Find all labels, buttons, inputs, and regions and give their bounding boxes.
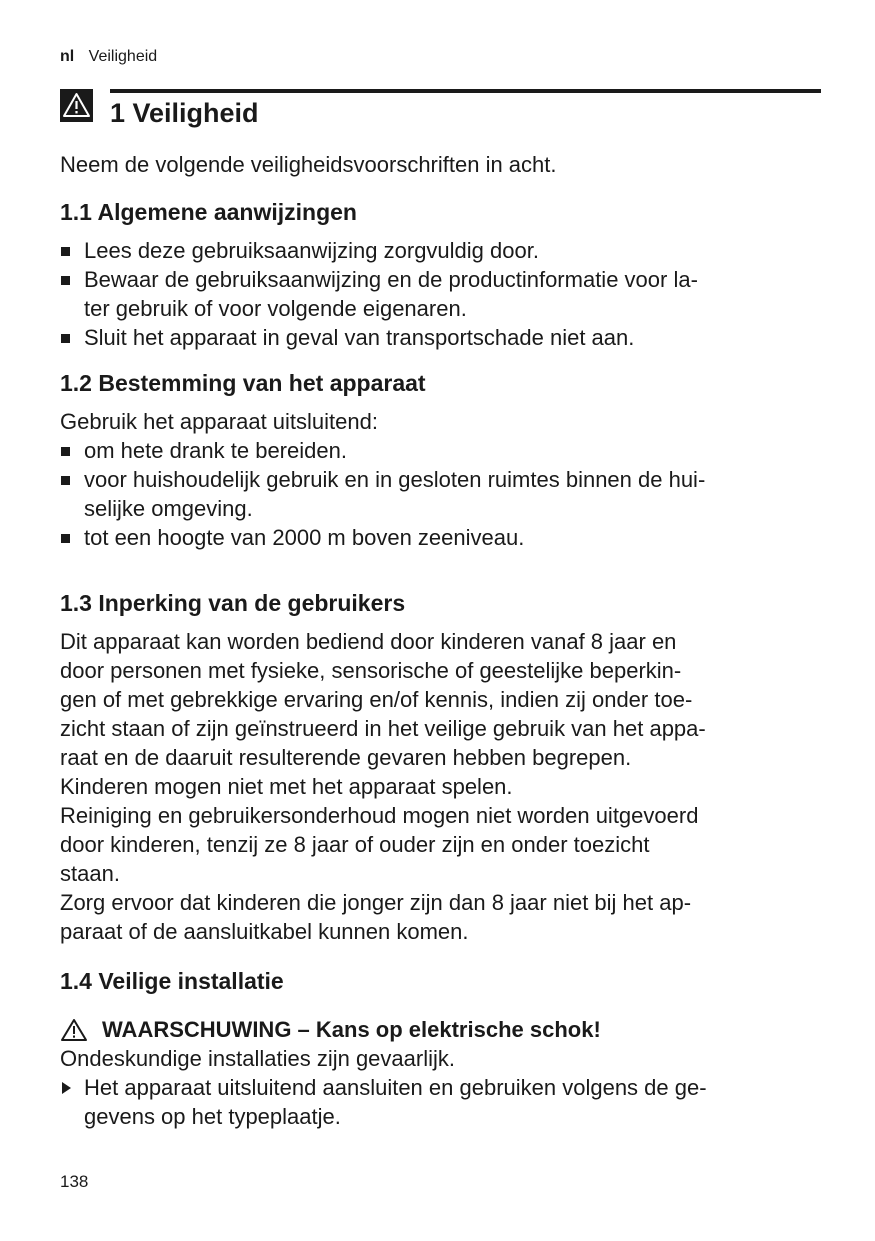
list-item: om hete drank te bereiden. bbox=[60, 436, 820, 465]
running-header bbox=[60, 48, 157, 66]
warning-triangle-icon bbox=[60, 1018, 88, 1042]
list-item-visual: voor huishoudelijk gebruik en in gesloten ruimtes binnen de hui- selijke omgeving. bbox=[84, 467, 706, 521]
section-1-3-paragraph-1: Dit apparaat kan worden bediend door kinderen vanaf 8 jaar en door personen met fysieke, sensorische of geestelijke beperkin- gen of met gebrekkige ervaring en/of kennis, indien zij onder toe- zicht staan of zijn geïnstrueerd in het veilige gebruik van het appa- raat en de daaruit resulterende gevaren hebben begrepen. bbox=[60, 629, 706, 770]
section-1-4-title: 1.4 Veilige installatie bbox=[60, 968, 284, 994]
page-content bbox=[60, 150, 820, 1131]
section-1-2-lead: Gebruik het apparaat uitsluitend: bbox=[60, 409, 378, 434]
section-1-3-paragraph-2: Kinderen mogen niet met het apparaat spelen. bbox=[60, 774, 513, 799]
list-item: Lees deze gebruiksaanwijzing zorgvuldig door. bbox=[60, 236, 820, 265]
section-1-2-list bbox=[60, 436, 820, 552]
language-code: nl bbox=[60, 48, 75, 65]
section-1-3-paragraph-3: Reiniging en gebruikersonderhoud mogen niet worden uitgevoerd door kinderen, tenzij ze 8 jaar of ouder zijn en onder toezicht staan. bbox=[60, 803, 699, 886]
instruction-step bbox=[60, 1073, 820, 1131]
list-item bbox=[60, 465, 820, 523]
instruction-steps bbox=[60, 1073, 820, 1131]
list-item bbox=[60, 265, 820, 323]
section-1-2-title: 1.2 Bestemming van het apparaat bbox=[60, 370, 426, 396]
section-1-3-paragraph-4: Zorg ervoor dat kinderen die jonger zijn dan 8 jaar niet bij het ap- paraat of de aansluitkabel kunnen komen. bbox=[60, 890, 692, 944]
page-number: 138 bbox=[60, 1172, 89, 1191]
section-1-3-title: 1.3 Inperking van de gebruikers bbox=[60, 590, 406, 616]
list-item-visual: Bewaar de gebruiksaanwijzing en de productinformatie voor la- ter gebruik of voor volgende eigenaren. bbox=[84, 267, 698, 321]
header-section: Veiligheid bbox=[88, 48, 158, 65]
intro-text: Neem de volgende veiligheidsvoorschriften in acht. bbox=[60, 152, 557, 177]
section-1-1-title: 1.1 Algemene aanwijzingen bbox=[60, 199, 357, 225]
chapter-rule bbox=[110, 89, 821, 93]
chapter-title: 1 Veiligheid bbox=[110, 98, 259, 128]
list-item: tot een hoogte van 2000 m boven zeeniveau. bbox=[60, 523, 820, 552]
section-1-1-list bbox=[60, 236, 820, 352]
warning-title-text: WAARSCHUWING – Kans op elektrische schok! bbox=[102, 1017, 601, 1042]
warning-triangle-icon bbox=[60, 89, 93, 122]
instruction-step-visual: Het apparaat uitsluitend aansluiten en gebruiken volgens de ge- gevens op het typeplaatje. bbox=[84, 1075, 707, 1129]
warning-text: Ondeskundige installaties zijn gevaarlijk. bbox=[60, 1046, 455, 1071]
warning-title bbox=[60, 1015, 820, 1044]
list-item: Sluit het apparaat in geval van transportschade niet aan. bbox=[60, 323, 820, 352]
